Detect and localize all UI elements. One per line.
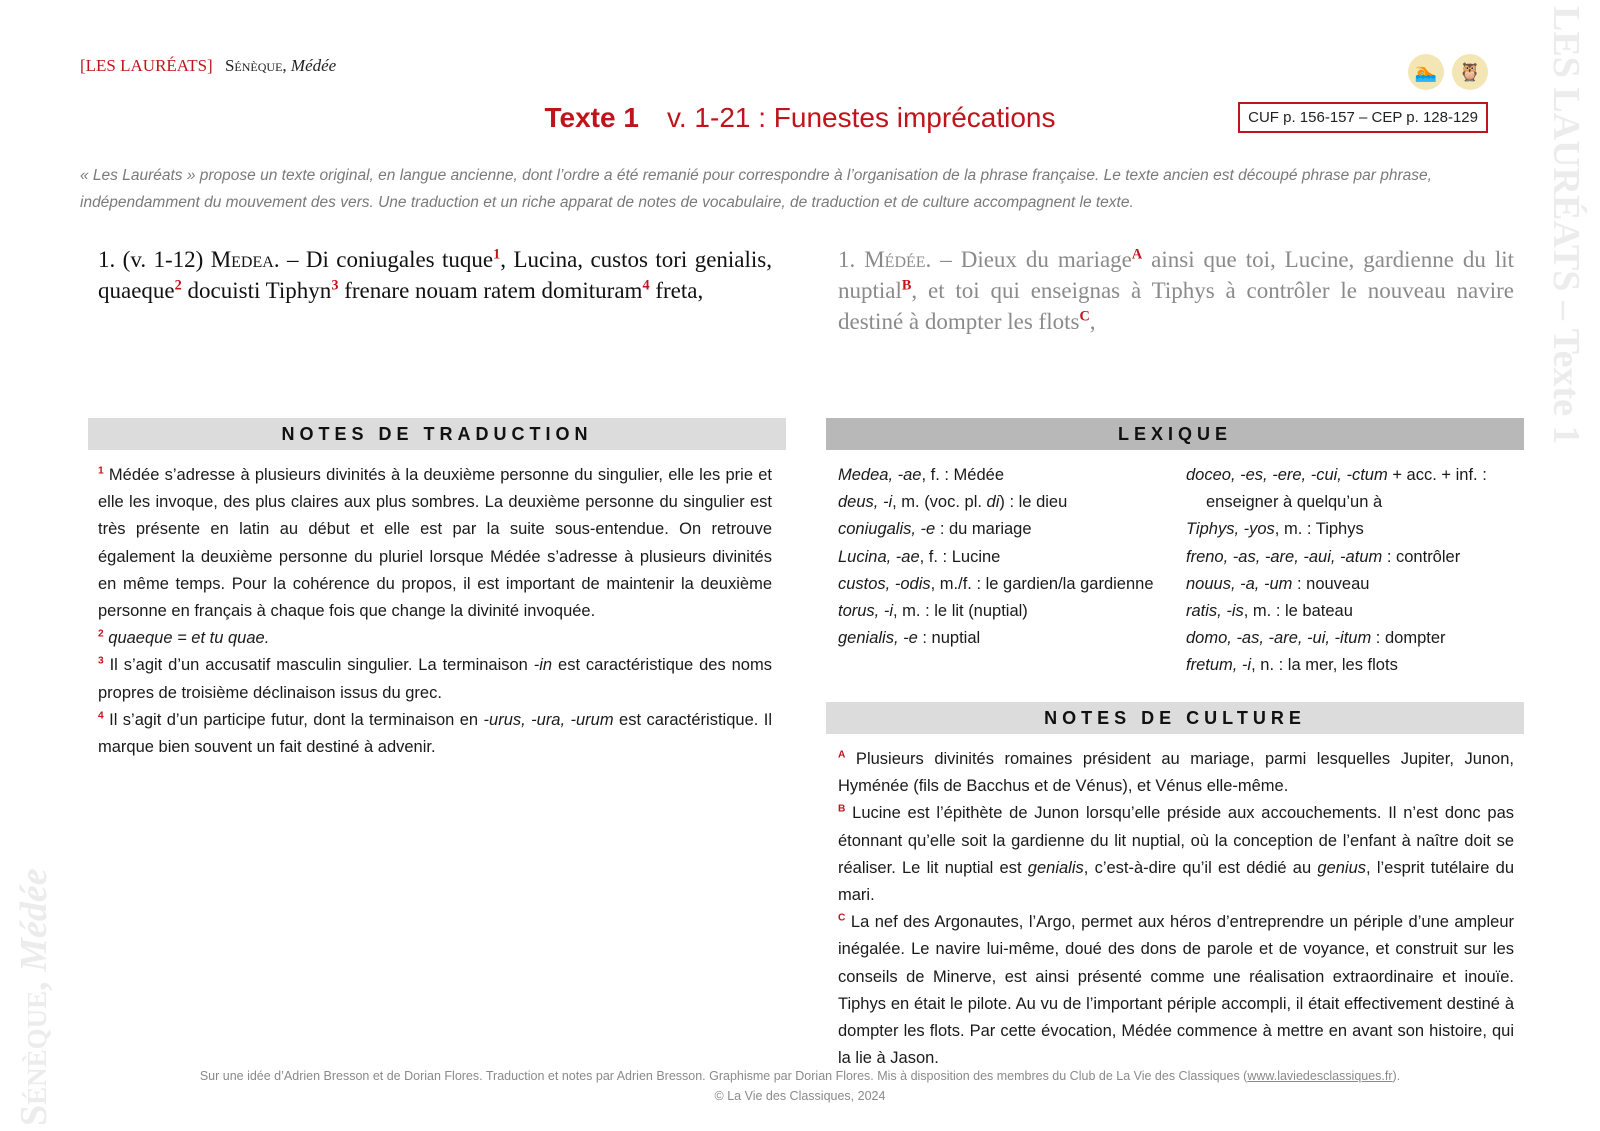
logo-group [1408, 54, 1488, 90]
footer-link[interactable]: www.laviedesclassiques.fr [1247, 1069, 1393, 1083]
culture-note: $^B$ Lucine est l’épithète de Junon lorsqu’elle préside aux accouchements. Il n’est donc pas étonnant qu’elle soit la gardienne du lit nuptial, où la conception de l’enfant à naître doit se réaliser. Le lit nuptial est genialis, c’est-à-dire qu’il est dédié au genius, l’esprit tutélaire du mari. [838, 803, 1515, 905]
running-header [80, 56, 336, 76]
text-number: Texte 1 [544, 102, 639, 133]
edition-reference: CUF p. 156-157 – CEP p. 128-129 [1238, 102, 1488, 133]
lexicon-entry: doceo, -es, -ere, -cui, -ctum + acc. + inf. : [1186, 466, 1487, 484]
author-name: Sénèque, [224, 56, 287, 75]
lexicon-entry: domo, -as, -are, -ui, -itum : dompter [1186, 629, 1446, 648]
lexicon-entry: Medea, -ae, f. : Médée [838, 466, 1005, 484]
note-ref-C[interactable]: C [1079, 308, 1090, 325]
translation-note: $^4$ Il s’agit d’un participe futur, dont la terminaison en -urus, -ura, -urum est caractéristique. Il marque bien souvent un fait destiné à advenir. [98, 710, 773, 757]
translation-notes [98, 462, 772, 761]
lexicon-heading: LEXIQUE [826, 418, 1524, 450]
translation-notes-heading: NOTES DE TRADUCTION [88, 418, 786, 450]
footer-copyright: © La Vie des Classiques, 2024 [714, 1089, 886, 1103]
intro-paragraph: « Les Lauréats » propose un texte original, en langue ancienne, dont l’ordre a été remanié pour correspondre à l’organisation de la phrase française. Le texte ancien est découpé phrase par phrase, indépendamment du mouvement des vers. Une traduction et un riche apparat de notes de vocabulaire, de traduction et de culture accompagnent le texte. [80, 167, 1432, 211]
text-subtitle: v. 1-21 : Funestes imprécations [666, 102, 1056, 133]
lexicon-column-1 [838, 462, 1168, 652]
side-watermark-left-work: Médée [13, 868, 55, 972]
footer-credits: Sur une idée d’Adrien Bresson et de Dorian Flores. Traduction et notes par Adrien Bresson. Graphisme par Dorian Flores. Mis à disposition des membres du Club de La Vie des Classiques (www.laviedesclassiques.fr). [199, 1069, 1401, 1083]
culture-note: $^C$ La nef des Argonautes, l’Argo, permet aux héros d’entreprendre un périple d’une ampleur inégalée. Le navire lui-même, doué des dons de parole et de voyance, et construit sur les conseils de Minerve, est ainsi présenté comme une réalisation extraordinaire et inouïe. Tiphys en était le pilote. Au vu de l’important périple accompli, il était effectivement destiné à dompter les flots. Par cette évocation, Médée commence à mettre en avant son histoire, qui la lie à Jason. [838, 912, 1514, 1068]
culture-note: $^A$ Plusieurs divinités romaines président au mariage, parmi lesquelles Jupiter, Junon, Hyménée (fils de Bacchus et de Vénus), et Vénus elle-même. [838, 749, 1514, 796]
note-ref-B[interactable]: B [901, 277, 912, 294]
lexicon-entry: deus, -i, m. (voc. pl. di) : le dieu [838, 493, 1068, 512]
note-ref-3[interactable]: 3 [331, 277, 339, 294]
translation-note: $^2$ quaeque = et tu quae. [98, 628, 270, 648]
lexicon-entry: genialis, -e : nuptial [838, 629, 981, 648]
lexicon-entry: Lucina, -ae, f. : Lucine [838, 547, 1001, 566]
note-ref-A[interactable]: A [1131, 246, 1143, 263]
footer [0, 1066, 1600, 1106]
culture-notes-heading: NOTES DE CULTURE [826, 702, 1524, 734]
culture-notes [838, 746, 1514, 1072]
swimmer-icon: 🏊 [1408, 54, 1444, 90]
lexicon-entry: fretum, -i, n. : la mer, les flots [1186, 656, 1398, 675]
lexicon-entry: nouus, -a, -um : nouveau [1186, 574, 1370, 593]
translation-note: $^3$ Il s’agit d’un accusatif masculin singulier. La terminaison -in est caractéristique des noms propres de troisième déclinaison issus du grec. [98, 655, 772, 702]
lexicon-entry: coniugalis, -e : du mariage [838, 520, 1032, 539]
note-ref-4[interactable]: 4 [642, 277, 650, 294]
lexicon-entry: Tiphys, -yos, m. : Tiphys [1186, 520, 1364, 539]
french-translation: 1. Médée. – Dieux du mariage$^A$ ainsi que toi, Lucine, gardienne du lit nuptial$^B$, et toi qui enseignas à Tiphys à contrôler le nouveau navire destiné à dompter les flots$^C$, [838, 246, 1514, 334]
lexicon-column-2 [1186, 462, 1516, 680]
side-watermark-right [1546, 6, 1586, 566]
work-title: Médée [290, 56, 337, 75]
note-ref-2[interactable]: 2 [174, 277, 182, 294]
side-watermark-right-text: LES LAURÉATS – Texte 1 [1545, 6, 1587, 445]
note-ref-1[interactable]: 1 [493, 246, 501, 263]
owl-icon: 🦉 [1452, 54, 1488, 90]
translation-note: $^1$ Médée s’adresse à plusieurs divinités à la deuxième personne du singulier, elle les prie et elle les invoque, des plus claires aux plus sombres. La deuxième personne du singulier est très présente en latin au début et elle est par la suite sous-entendue. On retrouve également la deuxième personne du pluriel lorsque Médée s’adresse à plusieurs divinités en même temps. Pour la cohérence du propos, il est important de maintenir la deuxième personne en français à chaque fois que change la divinité invoquée. [98, 465, 772, 621]
french-speaker: Médée [864, 247, 926, 272]
side-watermark-left-author: Sénèque, [13, 971, 55, 1126]
lexicon-entry: torus, -i, m. : le lit (nuptial) [838, 602, 1028, 621]
latin-speaker: Medea [210, 247, 274, 272]
collection-tag: [LES LAURÉATS] [80, 56, 213, 75]
lexicon-entry: ratis, -is, m. : le bateau [1186, 602, 1353, 621]
latin-text: 1. (v. 1-12) Medea. – Di coniugales tuque$^1$, Lucina, custos tori genialis, quaeque$^2$ docuisti Tiphyn$^3$ frenare nouam ratem domituram$^4$ freta, [98, 246, 772, 303]
lexicon-entry: custos, -odis, m./f. : le gardien/la gardienne [838, 574, 1154, 593]
lexicon-entry-continuation: enseigner à quelqu’un à [1206, 493, 1383, 512]
lexicon-entry: freno, -as, -are, -aui, -atum : contrôler [1186, 547, 1461, 566]
